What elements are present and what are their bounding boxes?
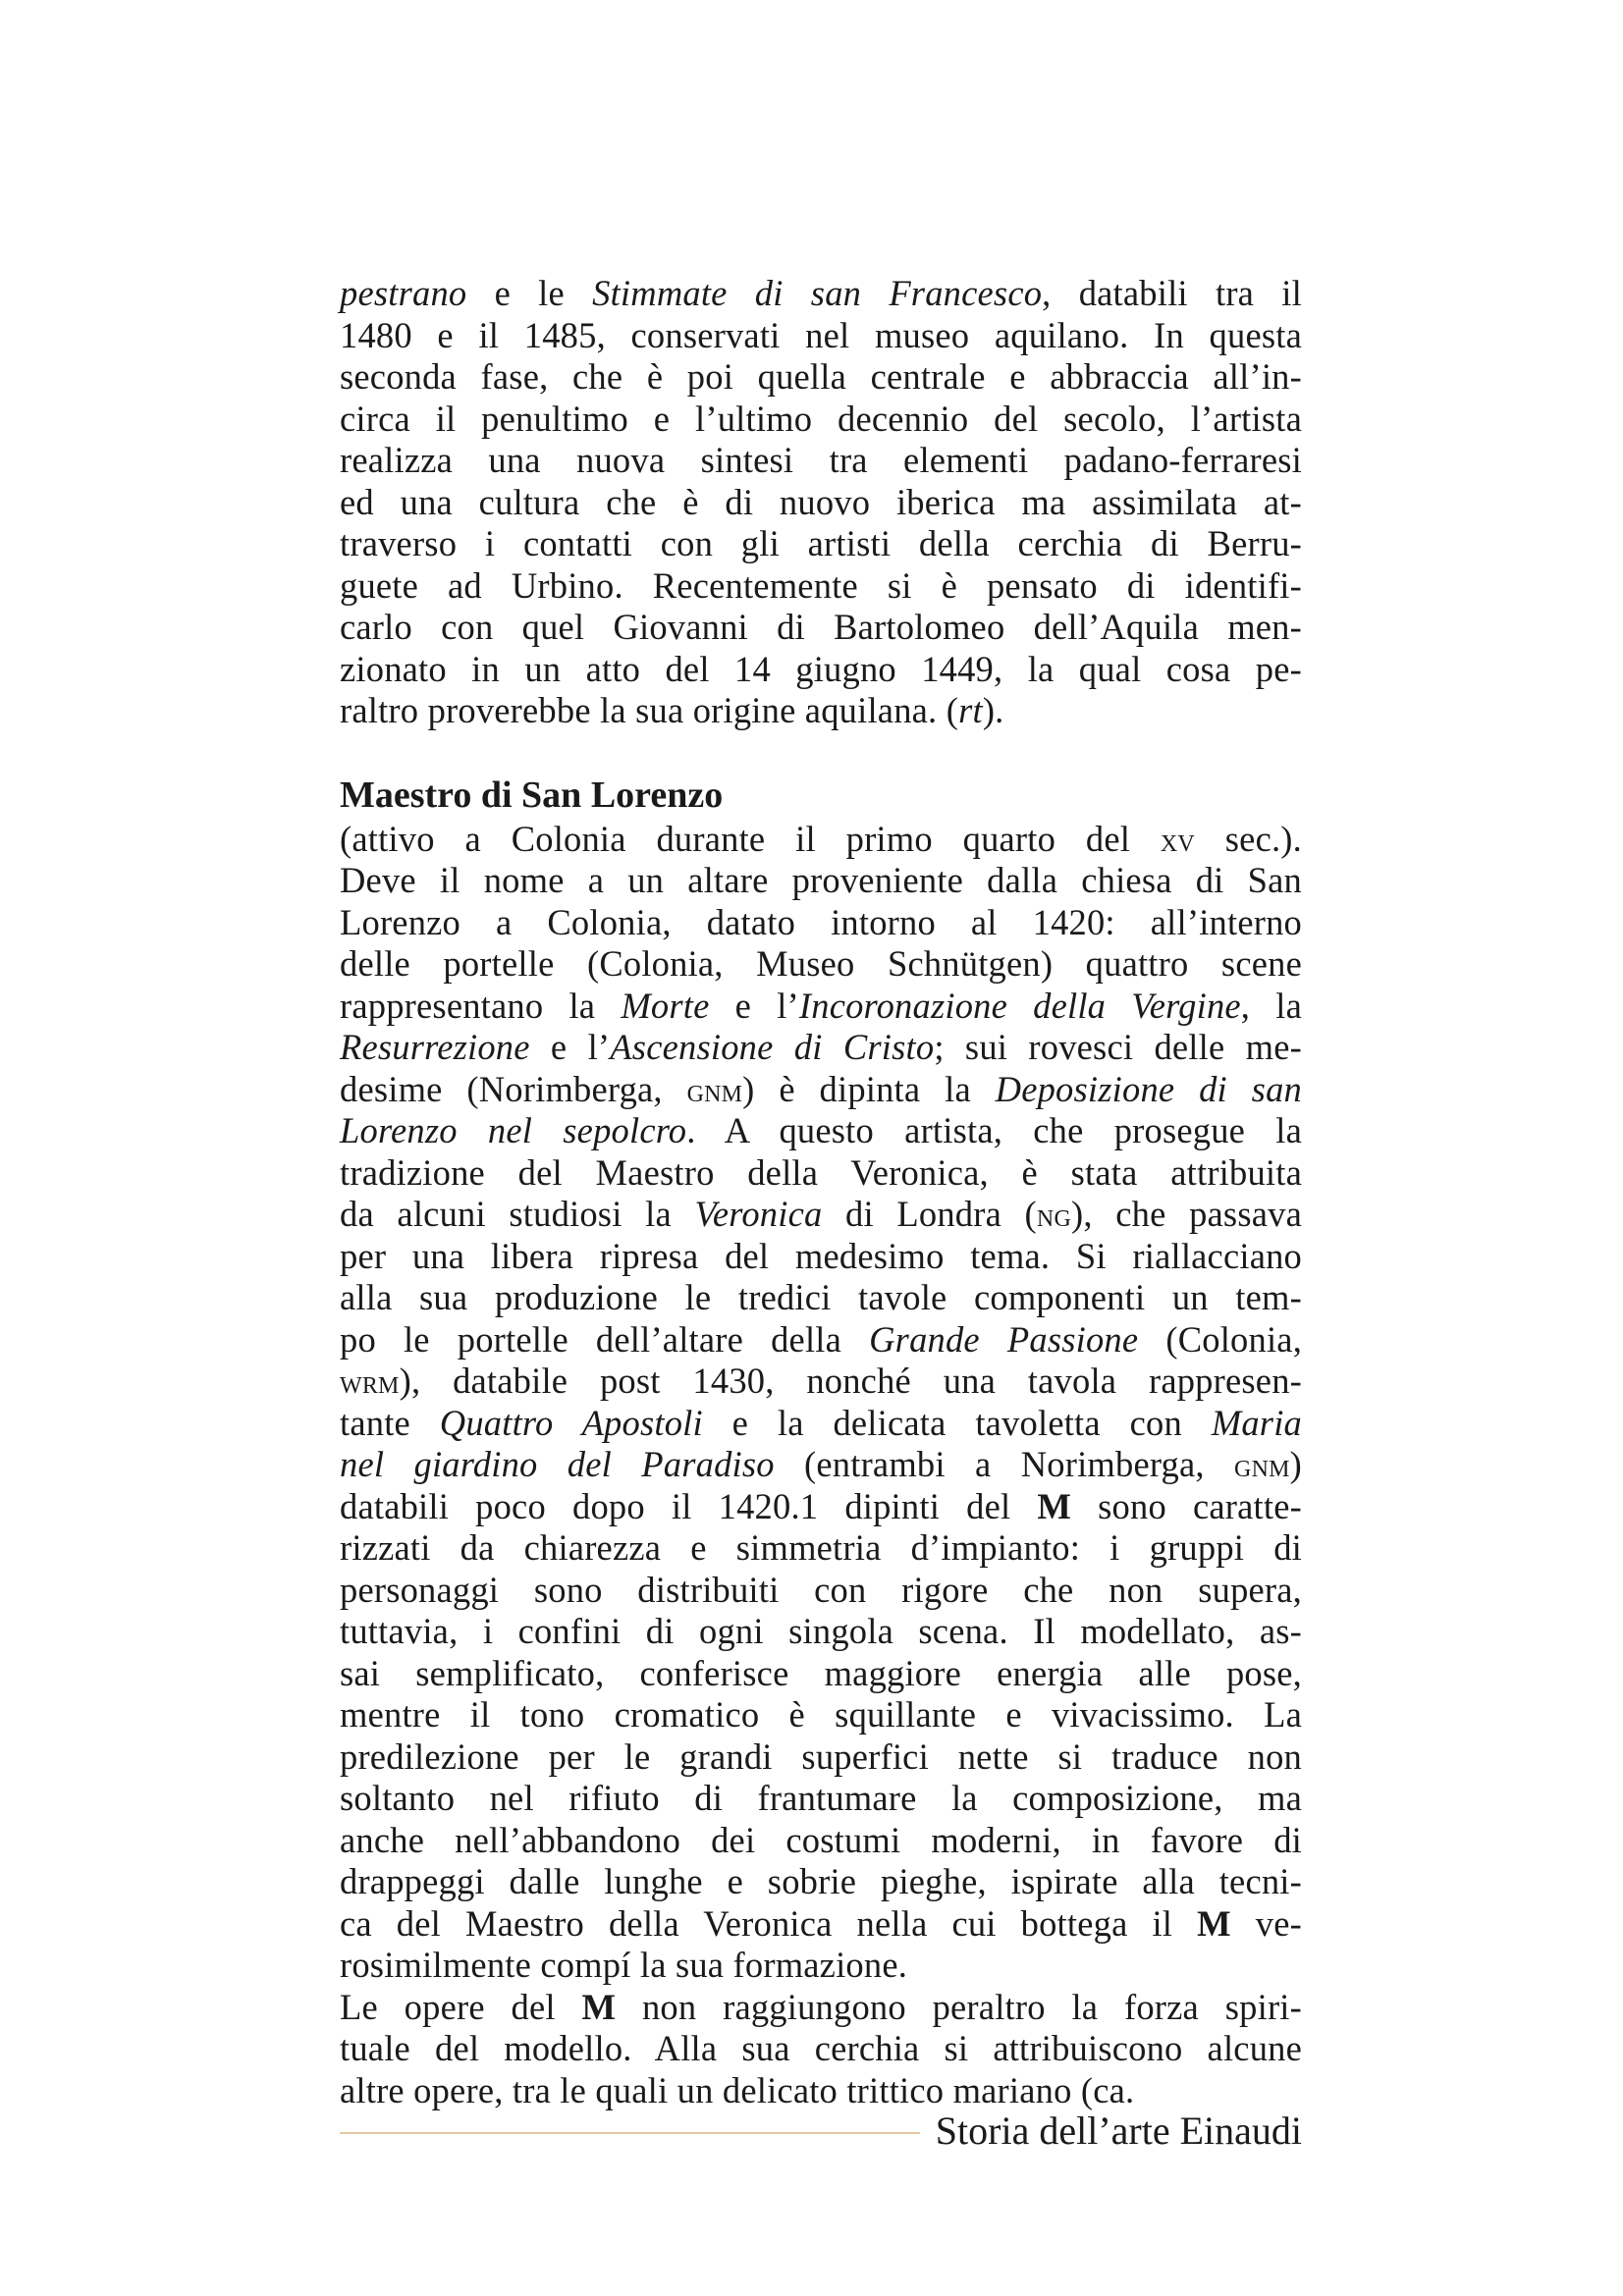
text-line	[340, 1861, 1302, 1903]
text-run: databili poco dopo il 1420.1 dipinti del	[340, 1485, 1038, 1526]
text-line	[340, 1694, 1302, 1736]
text-run: po le portelle dell’altare della	[340, 1318, 870, 1360]
text-line	[340, 1277, 1302, 1319]
text-line	[340, 1027, 1302, 1069]
text-line	[340, 860, 1302, 902]
text-run: ), che passava	[1071, 1194, 1302, 1234]
text-run: (Colonia,	[1138, 1318, 1303, 1360]
text-line	[340, 1611, 1302, 1653]
italic-run: Maria	[1211, 1402, 1302, 1443]
text-run: altre opere, tra le quali un delicato trittico mariano (ca.	[340, 2069, 1135, 2110]
text-line	[340, 1319, 1302, 1362]
text-line	[340, 986, 1302, 1028]
italic-run: Lorenzo nel sepolcro	[340, 1110, 687, 1150]
italic-run: nel giardino del Paradiso	[340, 1444, 775, 1484]
text-run: tuttavia, i confini di ogni singola scena. Il modellato, as-	[340, 1611, 1302, 1651]
text-run: (entrambi a Norimberga,	[774, 1444, 1235, 1484]
text-run: circa il penultimo e l’ultimo decennio del secolo, l’artista	[340, 398, 1302, 439]
text-run: )	[1289, 1444, 1302, 1484]
text-line	[340, 943, 1302, 986]
text-line	[340, 523, 1302, 565]
text-line	[340, 1570, 1302, 1612]
bold-run: M	[1197, 1902, 1231, 1944]
text-line	[340, 1736, 1302, 1779]
text-line	[340, 399, 1302, 441]
text-run: zionato in un atto del 14 giugno 1449, la qual cosa pe-	[340, 648, 1302, 689]
italic-run: Stimmate di san Francesco	[592, 273, 1043, 313]
text-run: di Londra (	[822, 1194, 1037, 1234]
text-line	[340, 902, 1302, 944]
text-line	[340, 1361, 1302, 1403]
text-run: , databili tra il	[1042, 273, 1302, 313]
italic-run: Deposizione di san	[995, 1068, 1302, 1109]
text-run: ).	[982, 690, 1004, 730]
text-line	[340, 690, 1302, 732]
smallcaps-run: ng	[1036, 1197, 1071, 1234]
text-line	[340, 1820, 1302, 1862]
text-line	[340, 440, 1302, 482]
text-run: tante	[340, 1402, 440, 1443]
entry-text	[340, 819, 1302, 2112]
text-run: tradizione del Maestro della Veronica, è stata attribuita	[340, 1151, 1302, 1193]
text-line	[340, 1194, 1302, 1236]
text-run: seconda fase, che è poi quella centrale e abbraccia all’in-	[340, 356, 1302, 397]
text-line	[340, 1653, 1302, 1695]
previous-entry-text	[340, 273, 1302, 732]
text-line	[340, 482, 1302, 524]
entry-heading: Maestro di San Lorenzo	[340, 774, 724, 816]
text-line	[340, 1444, 1302, 1486]
italic-run: pestrano	[340, 273, 467, 313]
smallcaps-run: xv	[1160, 821, 1195, 859]
text-line	[340, 819, 1302, 861]
text-run: sec.).	[1194, 818, 1302, 859]
text-run: ; sui rovesci delle me-	[934, 1027, 1303, 1067]
italic-run: Resurrezione	[340, 1027, 530, 1067]
text-line	[340, 565, 1302, 608]
text-run: personaggi sono distribuiti con rigore che non supera,	[340, 1569, 1302, 1610]
text-run: carlo con quel Giovanni di Bartolomeo dell’Aquila men-	[340, 607, 1302, 647]
text-line	[340, 1987, 1302, 2029]
page-footer	[340, 2101, 1302, 2160]
text-run: traverso i contatti con gli artisti della cerchia di Berru-	[340, 523, 1302, 563]
text-run: ca del Maestro della Veronica nella cui bottega il	[340, 1902, 1198, 1944]
text-line	[340, 273, 1302, 315]
text-line	[340, 1778, 1302, 1820]
text-run: da alcuni studiosi la	[340, 1194, 695, 1234]
smallcaps-run: wrm	[340, 1363, 400, 1401]
text-run: desime (Norimberga,	[340, 1068, 687, 1109]
text-line	[340, 1903, 1302, 1946]
text-line	[340, 1110, 1302, 1152]
text-run: ), databile post 1430, nonché una tavola rappresen-	[399, 1361, 1302, 1401]
text-run: . A questo artista, che prosegue la	[686, 1110, 1302, 1150]
text-run: ed una cultura che è di nuovo iberica ma assimilata at-	[340, 481, 1302, 522]
text-run: sono caratte-	[1071, 1485, 1302, 1526]
italic-run: Ascensione di Cristo	[610, 1027, 935, 1067]
text-run: sai semplificato, conferisce maggiore energia alle pose,	[340, 1652, 1302, 1693]
smallcaps-run: gnm	[1234, 1447, 1290, 1484]
italic-run: Morte	[621, 985, 710, 1026]
text-line	[340, 1069, 1302, 1111]
text-line	[340, 649, 1302, 691]
text-run: anche nell’abbandono dei costumi moderni, in favore di	[340, 1819, 1302, 1860]
bold-run: M	[581, 1986, 617, 2027]
text-run: tuale del modello. Alla sua cerchia si attribuiscono alcune	[340, 2028, 1302, 2068]
text-line	[340, 1945, 1302, 1987]
text-run: guete ad Urbino. Recentemente si è pensato di identifi-	[340, 564, 1302, 606]
italic-run: Veronica	[694, 1194, 823, 1234]
text-run: e l’	[529, 1027, 611, 1067]
text-line	[340, 2028, 1302, 2070]
text-run: non raggiungono peraltro la forza spiri-	[616, 1986, 1302, 2027]
text-run: mentre il tono cromatico è squillante e vivacissimo. La	[340, 1694, 1302, 1735]
text-line	[340, 1527, 1302, 1570]
footer-rule	[340, 2132, 920, 2134]
text-run: rizzati da chiarezza e simmetria d’impianto: i gruppi di	[340, 1527, 1302, 1568]
footer-publisher: Storia dell’arte Einaudi	[935, 2108, 1302, 2153]
text-run: e la delicata tavoletta con	[702, 1402, 1212, 1443]
text-line	[340, 1486, 1302, 1528]
text-line	[340, 1236, 1302, 1278]
text-run: (attivo a Colonia durante il primo quarto del	[340, 818, 1161, 859]
text-run: e l’	[709, 985, 799, 1026]
text-run: rosimilmente compí la sua formazione.	[340, 1945, 908, 1985]
text-run: delle portelle (Colonia, Museo Schnütgen) quattro scene	[340, 943, 1302, 984]
italic-run: Grande Passione	[869, 1318, 1139, 1360]
text-run: per una libera ripresa del medesimo tema. Si riallacciano	[340, 1235, 1302, 1276]
page-body	[340, 273, 1302, 2111]
italic-run: Quattro Apostoli	[439, 1402, 703, 1443]
text-line	[340, 1152, 1302, 1195]
text-line	[340, 356, 1302, 399]
text-line	[340, 1403, 1302, 1445]
text-run: Deve il nome a un altare proveniente dalla chiesa di San	[340, 860, 1302, 900]
text-run: predilezione per le grandi superfici nette si traduce non	[340, 1735, 1302, 1777]
text-line	[340, 607, 1302, 649]
text-line	[340, 315, 1302, 357]
bold-run: M	[1037, 1485, 1072, 1526]
italic-run: Incoronazione della Vergine	[798, 985, 1241, 1026]
text-run: raltro proverebbe la sua origine aquilana. (	[340, 690, 959, 730]
text-run: ve-	[1230, 1902, 1302, 1944]
text-run: , la	[1240, 985, 1302, 1026]
text-run: ) è dipinta la	[742, 1068, 996, 1109]
text-run: rappresentano la	[340, 985, 622, 1026]
text-run: Lorenzo a Colonia, datato intorno al 1420: all’interno	[340, 901, 1302, 942]
text-run: Le opere del	[340, 1986, 582, 2027]
text-run: alla sua produzione le tredici tavole componenti un tem-	[340, 1277, 1302, 1317]
text-run: 1480 e il 1485, conservati nel museo aquilano. In questa	[340, 314, 1302, 355]
text-run: drappeggi dalle lunghe e sobrie pieghe, ispirate alla tecni-	[340, 1861, 1302, 1901]
text-run: e le	[466, 273, 593, 313]
text-run: soltanto nel rifiuto di frantumare la composizione, ma	[340, 1778, 1302, 1818]
smallcaps-run: gnm	[686, 1071, 743, 1109]
italic-run: rt	[958, 690, 983, 730]
text-run: realizza una nuova sintesi tra elementi padano-ferraresi	[340, 440, 1302, 480]
